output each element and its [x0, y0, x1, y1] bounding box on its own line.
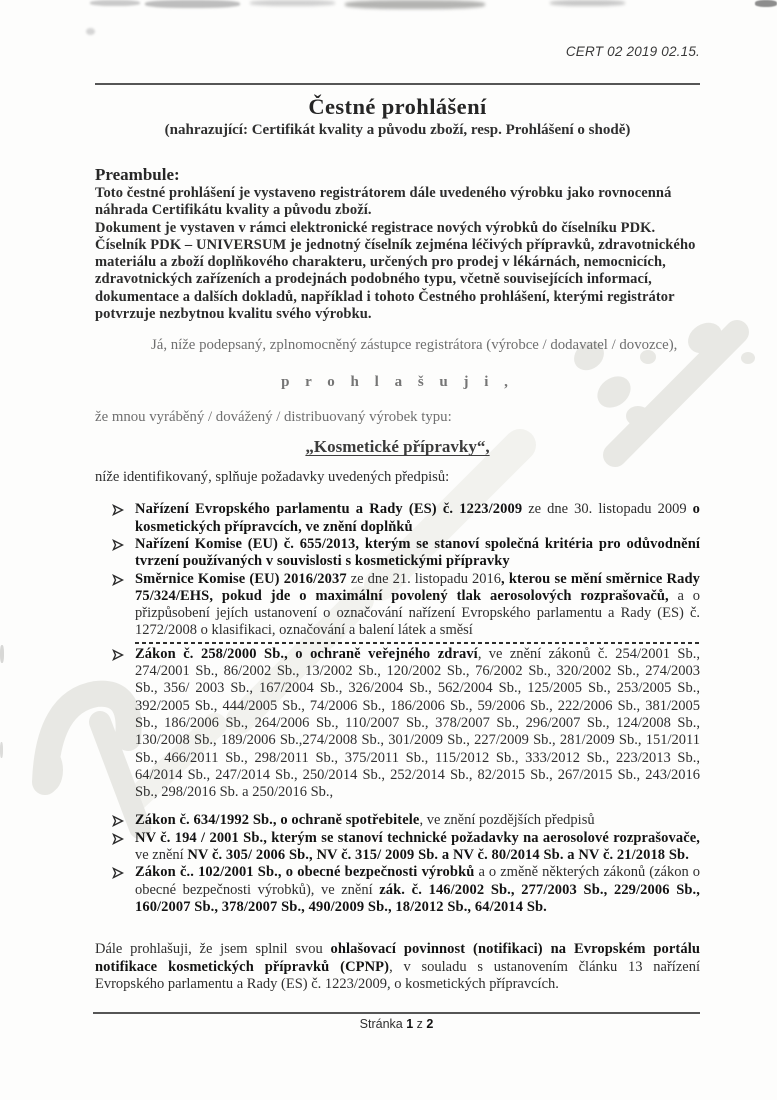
regulation-text: Zákon č. 258/2000 Sb., o ochraně veřejného zdraví, ve znění zákonů č. 254/2001 Sb., 274/2001 Sb., 86/2002 Sb., 13/2002 Sb., 120/2002 Sb., 76/2002 Sb., 320/2002 Sb., 274/2003 Sb., 356/ 2003 Sb., 167/2004 Sb., 326/2004 Sb., 562/2004 Sb., 125/2005 Sb., 253/2005 Sb., 392/2005 Sb., 444/2005 Sb., 74/2006 Sb., 186/2006 Sb., 59/2006 Sb., 222/2006 Sb., 381/2005 Sb., 186/2006 Sb., 264/2006 Sb., 110/2007 Sb., 378/2007 Sb., 296/2007 Sb., 124/2008 Sb., 130/2008 Sb., 189/2006 Sb.,274/2008 Sb., 301/2009 Sb., 227/2009 Sb., 281/2009 Sb., 151/2011 Sb., 466/2011 Sb., 298/2011 Sb., 375/2011 Sb., 115/2012 Sb., 333/2012 Sb., 223/2013 Sb., 64/2014 Sb., 247/2014 Sb., 250/2014 Sb., 252/2014 Sb., 82/2015 Sb., 267/2015 Sb., 243/2016 Sb., 298/2016 Sb. a 250/2016 Sb.,: [135, 645, 700, 801]
doc-reference: CERT 02 2019 02.15.: [565, 44, 700, 59]
arrow-bullet-icon: [112, 539, 124, 551]
preambule-paragraph: Číselník PDK – UNIVERSUM je jednotný číselník zejména léčivých přípravků, zdravotnického materiálu a zboží doplňkového charakteru, určených pro prodej v lékárnách, nemocnicích, zdravotnických zařízeních a prodejnách podobného typu, včetně souvisejících informací, dokumentace a dalších dokladů, například i tohoto Čestného prohlášení, kterými registrátor potvrzuje nezbytnou kvalitu svého výrobku.: [95, 236, 696, 323]
regulation-item: [95, 536, 700, 571]
arrow-bullet-icon: [112, 574, 124, 586]
page-footer: [93, 1012, 700, 1031]
scan-artifact: [550, 0, 625, 6]
scan-artifact: [145, 0, 240, 8]
scan-artifact: [86, 28, 95, 35]
regulation-text: Směrnice Komise (EU) 2016/2037 ze dne 21. listopadu 2016, kterou se mění směrnice Rady 75/324/EHS, pokud jde o maximální povolený tlak aerosolových rozprašovačů, a o přizpůsobení jejích ustanovení o označování nařízení Evropského parlamentu a Rady (ES) č. 1272/2008 o klasifikaci, označování a balení látek a směsí: [135, 570, 700, 639]
scan-artifact: [0, 742, 3, 758]
footer-rule: [93, 1012, 700, 1014]
arrow-bullet-icon: [112, 504, 124, 516]
dashed-separator: [135, 642, 700, 644]
arrow-bullet-icon: [112, 815, 124, 827]
regulation-item: [95, 571, 700, 640]
declaration-verb: p r o h l a š u j i ,: [281, 374, 514, 391]
compliance-intro: níže identifikovaný, splňuje požadavky uvedených předpisů:: [95, 469, 450, 486]
preambule-heading: Preambule:: [95, 165, 180, 184]
arrow-bullet-icon: [112, 833, 124, 845]
regulation-text: Nařízení Komise (EU) č. 655/2013, kterým se stanoví společná kritéria pro odůvodnění tvrzení používaných v souvislosti s kosmetickými přípravky: [135, 535, 700, 570]
regulation-list: [95, 501, 700, 916]
page-number: Stránka 1 z 2: [359, 1017, 434, 1031]
regulation-text: NV č. 194 / 2001 Sb., kterým se stanoví technické požadavky na aerosolové rozprašovače, ve znění NV č. 305/ 2006 Sb., NV č. 315/ 2009 Sb. a NV č. 80/2014 Sb. a NV č. 21/2018 Sb.: [135, 829, 700, 864]
page-subtitle: (nahrazující: Certifikát kvality a původu zboží, resp. Prohlášení o shodě): [164, 122, 631, 138]
regulation-item: [95, 864, 700, 916]
regulation-text: Nařízení Evropského parlamentu a Rady (ES) č. 1223/2009 ze dne 30. listopadu 2009 o kosmetických přípravcích, ve znění doplňků: [135, 501, 700, 535]
arrow-bullet-icon: [112, 867, 124, 879]
product-type: „Kosmetické přípravky“,: [305, 437, 490, 457]
header-rule: [95, 83, 700, 85]
regulation-item: [95, 501, 700, 536]
regulation-item: [95, 646, 700, 802]
document-content: [0, 44, 777, 994]
scan-artifact: [250, 0, 335, 6]
scan-artifact: [345, 0, 485, 9]
page-title: Čestné prohlášení: [308, 94, 487, 119]
scan-artifact: [755, 0, 777, 7]
preambule-paragraph: Dokument je vystaven v rámci elektronické registrace nových výrobků do číselníku PDK.: [95, 219, 656, 236]
scan-artifact: [0, 645, 4, 663]
scan-artifact: [90, 0, 140, 6]
regulation-text: Zákon č.. 102/2001 Sb., o obecné bezpečnosti výrobků a o změně některých zákonů (zákon o obecné bezpečnosti výrobků), ve znění zák. č. 146/2002 Sb., 277/2003 Sb., 229/2006 Sb., 160/2007 Sb., 378/2007 Sb., 490/2009 Sb., 18/2012 Sb., 64/2014 Sb.: [135, 864, 700, 915]
regulation-item: [95, 812, 700, 829]
product-type-intro: že mnou vyráběný / dovážený / distribuovaný výrobek typu:: [95, 409, 452, 426]
regulation-item: [95, 830, 700, 865]
declaration-intro: Já, níže podepsaný, zplnomocněný zástupce registrátora (výrobce / dodavatel / dovozce),: [151, 337, 678, 354]
closing-paragraph: Dále prohlašuji, že jsem splnil svou ohlašovací povinnost (notifikaci) na Evropském portálu notifikace kosmetických přípravků (CPNP), v souladu s ustanovením článku 13 nařízení Evropského parlamentu a Rady (ES) č. 1223/2009, o kosmetických přípravcích.: [95, 941, 701, 993]
regulation-text: Zákon č. 634/1992 Sb., o ochraně spotřebitele, ve znění pozdějších předpisů: [135, 812, 595, 829]
arrow-bullet-icon: [112, 649, 124, 661]
preambule-paragraph: Toto čestné prohlášení je vystaveno registrátorem dále uvedeného výrobku jako rovnocenná náhrada Certifikátu kvality a původu zboží.: [95, 185, 672, 219]
